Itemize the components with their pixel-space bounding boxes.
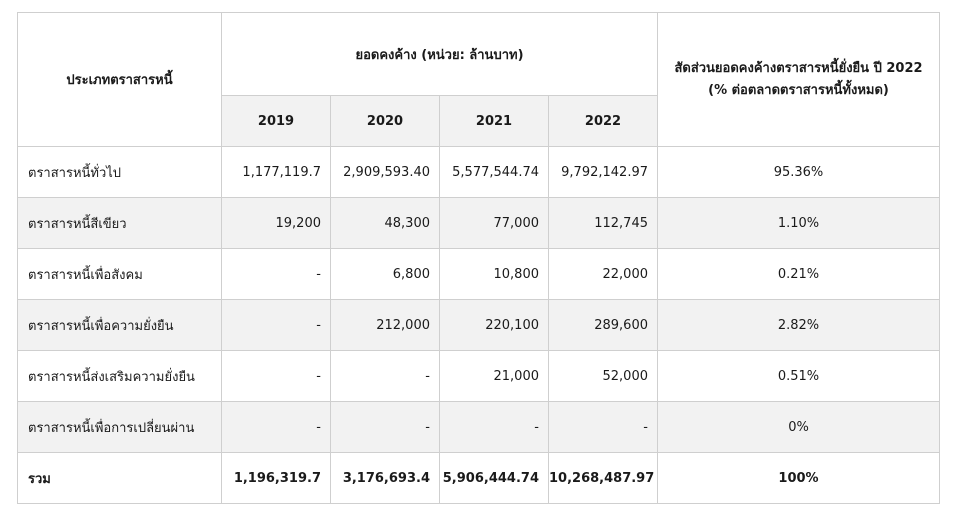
- cell-2021: 10,800: [440, 249, 549, 300]
- cell-2020: -: [331, 402, 440, 453]
- cell-2019: -: [222, 402, 331, 453]
- cell-2019: 19,200: [222, 198, 331, 249]
- total-share: 100%: [658, 453, 940, 504]
- table-row: [18, 198, 940, 249]
- outstanding-bonds-table-container: [17, 12, 940, 504]
- total-row: [18, 453, 940, 504]
- row-label: ตราสารหนี้เพื่อความยั่งยืน: [18, 300, 222, 351]
- total-2022: 10,268,487.97: [549, 453, 658, 504]
- cell-2021: 5,577,544.74: [440, 147, 549, 198]
- row-label: ตราสารหนี้เพื่อสังคม: [18, 249, 222, 300]
- row-label: ตราสารหนี้ส่งเสริมความยั่งยืน: [18, 351, 222, 402]
- cell-share: 1.10%: [658, 198, 940, 249]
- header-row-top: [18, 13, 940, 96]
- header-share-line1: สัดส่วนยอดคงค้างตราสารหนี้ยั่งยืน ปี 2022: [674, 60, 923, 76]
- cell-2022: 9,792,142.97: [549, 147, 658, 198]
- cell-2022: 112,745: [549, 198, 658, 249]
- cell-2020: 48,300: [331, 198, 440, 249]
- cell-2019: 1,177,119.7: [222, 147, 331, 198]
- table-row: [18, 249, 940, 300]
- header-outstanding-group: ยอดคงค้าง (หน่วย: ล้านบาท): [222, 13, 658, 96]
- cell-2019: -: [222, 300, 331, 351]
- cell-2020: 2,909,593.40: [331, 147, 440, 198]
- cell-2019: -: [222, 249, 331, 300]
- total-2021: 5,906,444.74: [440, 453, 549, 504]
- table-row: [18, 300, 940, 351]
- cell-2020: 6,800: [331, 249, 440, 300]
- cell-share: 0%: [658, 402, 940, 453]
- cell-share: 0.21%: [658, 249, 940, 300]
- cell-2021: -: [440, 402, 549, 453]
- cell-2020: -: [331, 351, 440, 402]
- cell-2021: 220,100: [440, 300, 549, 351]
- cell-2021: 77,000: [440, 198, 549, 249]
- cell-2019: -: [222, 351, 331, 402]
- header-year-2021: 2021: [440, 96, 549, 147]
- outstanding-bonds-table: [17, 12, 940, 504]
- cell-share: 95.36%: [658, 147, 940, 198]
- total-2019: 1,196,319.7: [222, 453, 331, 504]
- cell-2022: 52,000: [549, 351, 658, 402]
- cell-2020: 212,000: [331, 300, 440, 351]
- cell-share: 2.82%: [658, 300, 940, 351]
- cell-share: 0.51%: [658, 351, 940, 402]
- total-2020: 3,176,693.4: [331, 453, 440, 504]
- total-label: รวม: [18, 453, 222, 504]
- row-label: ตราสารหนี้สีเขียว: [18, 198, 222, 249]
- header-year-2022: 2022: [549, 96, 658, 147]
- header-year-2020: 2020: [331, 96, 440, 147]
- header-share: [658, 13, 940, 147]
- cell-2022: 289,600: [549, 300, 658, 351]
- row-label: ตราสารหนี้ทั่วไป: [18, 147, 222, 198]
- cell-2022: 22,000: [549, 249, 658, 300]
- table-row: [18, 402, 940, 453]
- cell-2022: -: [549, 402, 658, 453]
- header-year-2019: 2019: [222, 96, 331, 147]
- table-row: [18, 147, 940, 198]
- header-share-line2: (% ต่อตลาดตราสารหนี้ทั้งหมด): [708, 82, 889, 98]
- cell-2021: 21,000: [440, 351, 549, 402]
- row-label: ตราสารหนี้เพื่อการเปลี่ยนผ่าน: [18, 402, 222, 453]
- header-category: ประเภทตราสารหนี้: [18, 13, 222, 147]
- table-row: [18, 351, 940, 402]
